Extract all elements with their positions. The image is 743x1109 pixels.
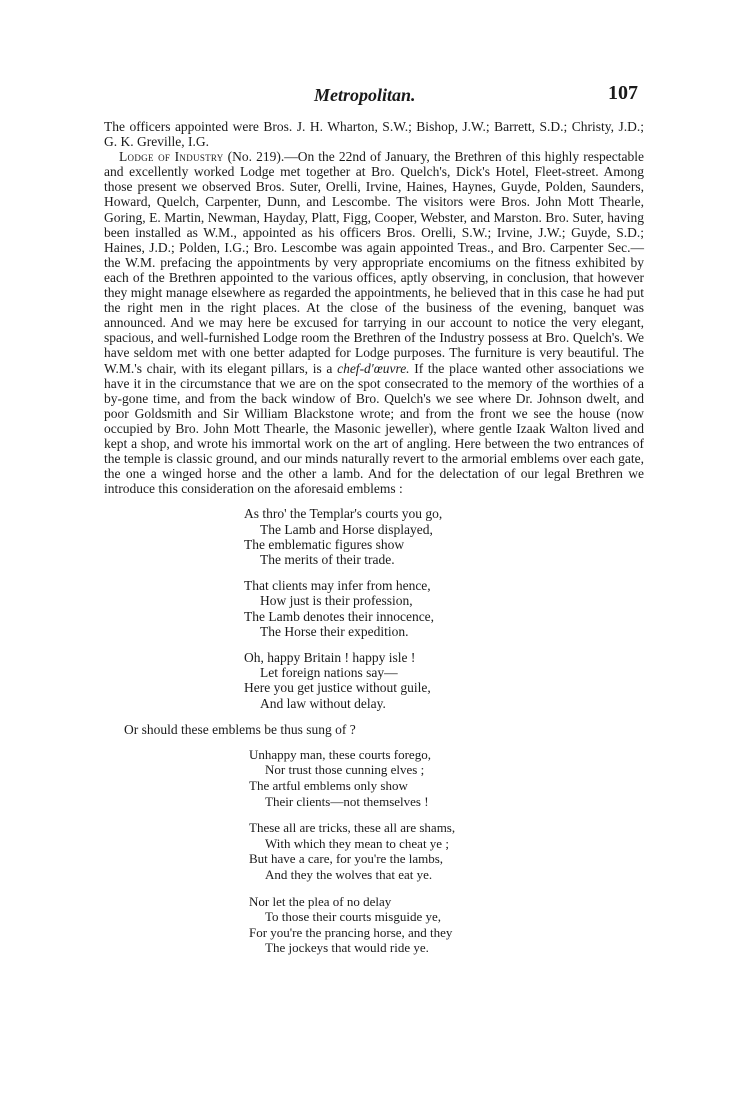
verse-line: The Horse their expedition. (260, 623, 409, 639)
stanza (244, 578, 644, 639)
stanza (244, 506, 644, 567)
verse-line: With which they mean to cheat ye ; (265, 835, 449, 851)
poem-parody (249, 747, 644, 956)
verse-line: The jockeys that would ride ye. (265, 940, 429, 956)
stanza (249, 747, 644, 809)
page-number: 107 (608, 82, 638, 104)
verse-line: Here you get justice without guile, (244, 680, 431, 696)
stanza (249, 894, 644, 956)
verse-line: For you're the prancing horse, and they (249, 924, 453, 940)
article-body (104, 119, 644, 967)
italic-phrase: chef-d'œuvre. (337, 360, 410, 376)
verse-line: The emblematic figures show (244, 536, 405, 552)
stanza (249, 820, 644, 882)
interlude-line: Or should these emblems be thus sung of ? (124, 721, 356, 737)
paragraph-lodge-of-industry (104, 149, 644, 496)
lodge-name: Lodge of Industry (119, 149, 224, 165)
verse-line: To those their courts misguide ye, (265, 909, 442, 925)
stanza (244, 650, 644, 711)
verse-line: That clients may infer from hence, (244, 578, 431, 594)
verse-line: But have a care, for you're the lambs, (249, 851, 444, 867)
verse-line: As thro' the Templar's courts you go, (244, 506, 443, 522)
verse-line: And law without delay. (260, 695, 386, 711)
poem-emblems (244, 506, 644, 710)
verse-line: The artful emblems only show (249, 778, 408, 794)
paragraph-text-2: If the place wanted other associations we have it in the circumstance that we are on the spot consecrated to the memory of the worthies of a by-gone time, and from the back window of Bro. Quelch's we see where Dr. Johnson dwelt, and poor Goldsmith and Sir William Blackstone wrote; and from the front we see the house (now occupied by Bro. John Mott Thearle, the Masonic jeweller), where gentle Izaak Walton lived and kept a shop, and wrote his immortal work on the art of angling. Here between the two entrances of the temple is classic ground, and our minds naturally revert to the armorial emblems over each gate, the one a winged horse and the other a lamb. And for the delectation of our legal Brethren we introduce this consideration on the aforesaid emblems : (104, 360, 645, 497)
verse-line: The Lamb and Horse displayed, (260, 521, 433, 537)
running-title: Metropolitan. (314, 85, 416, 105)
verse-line: Nor let the plea of no delay (249, 893, 392, 909)
verse-line: How just is their profession, (260, 593, 413, 609)
verse-line: Their clients—not themselves ! (265, 793, 429, 809)
verse-line: The Lamb denotes their innocence, (244, 608, 435, 624)
verse-line: These all are tricks, these all are shams, (249, 820, 456, 836)
verse-line: Unhappy man, these courts forego, (249, 746, 431, 762)
verse-line: And they the wolves that eat ye. (265, 867, 433, 883)
paragraph-text-1: (No. 219).—On the 22nd of January, the Brethren of this highly respectable and excellently worked Lodge met together at Bro. Quelch's, Dick's Hotel, Fleet-street. Among those present we observed Bros. Suter, Orelli, Irvine, Haines, Haynes, Guyde, Polden, Saunders, Howard, Quelch, Carpenter, Dunn, and Lescombe. The visitors were Bros. John Mott Thearle, Goring, E. Martin, Newman, Hayday, Platt, Figg, Cooper, Webster, and Marston. Bro. Suter, having been installed as W.M., appointed as his officers Bros. Orelli, S.W.; Irvine, J.W.; Guyde, S.D.; Haines, J.D.; Polden, I.G.; Bro. Lescombe was again appointed Treas., and Bro. Carpenter Sec.—the W.M. prefacing the appointments by very appropriate encomiums on the fitness exhibited by each of the Brethren appointed to the various offices, aptly observing, in conclusion, that however they might manage elsewhere as regarded the appointments, he believed that in this case he had put the right men in the right places. At the close of the business of the evening, banquet was announced. And we may here be excused for tarrying in our account to notice the very elegant, spacious, and well-furnished Lodge room the Brethren of the Industry possess at Bro. Quelch's. We have seldom met with one better adapted for Lodge purposes. The furniture is very beautiful. The W.M.'s chair, with its elegant pillars, is a (104, 149, 644, 376)
paragraph-officers: The officers appointed were Bros. J. H. Wharton, S.W.; Bishop, J.W.; Barrett, S.D.; Christy, J.D.; G. K. Greville, I.G. (104, 119, 644, 150)
verse-line: Nor trust those cunning elves ; (265, 762, 425, 778)
page-header (0, 80, 743, 110)
verse-line: Oh, happy Britain ! happy isle ! (244, 649, 416, 665)
verse-line: The merits of their trade. (260, 551, 395, 567)
verse-line: Let foreign nations say— (260, 665, 398, 681)
